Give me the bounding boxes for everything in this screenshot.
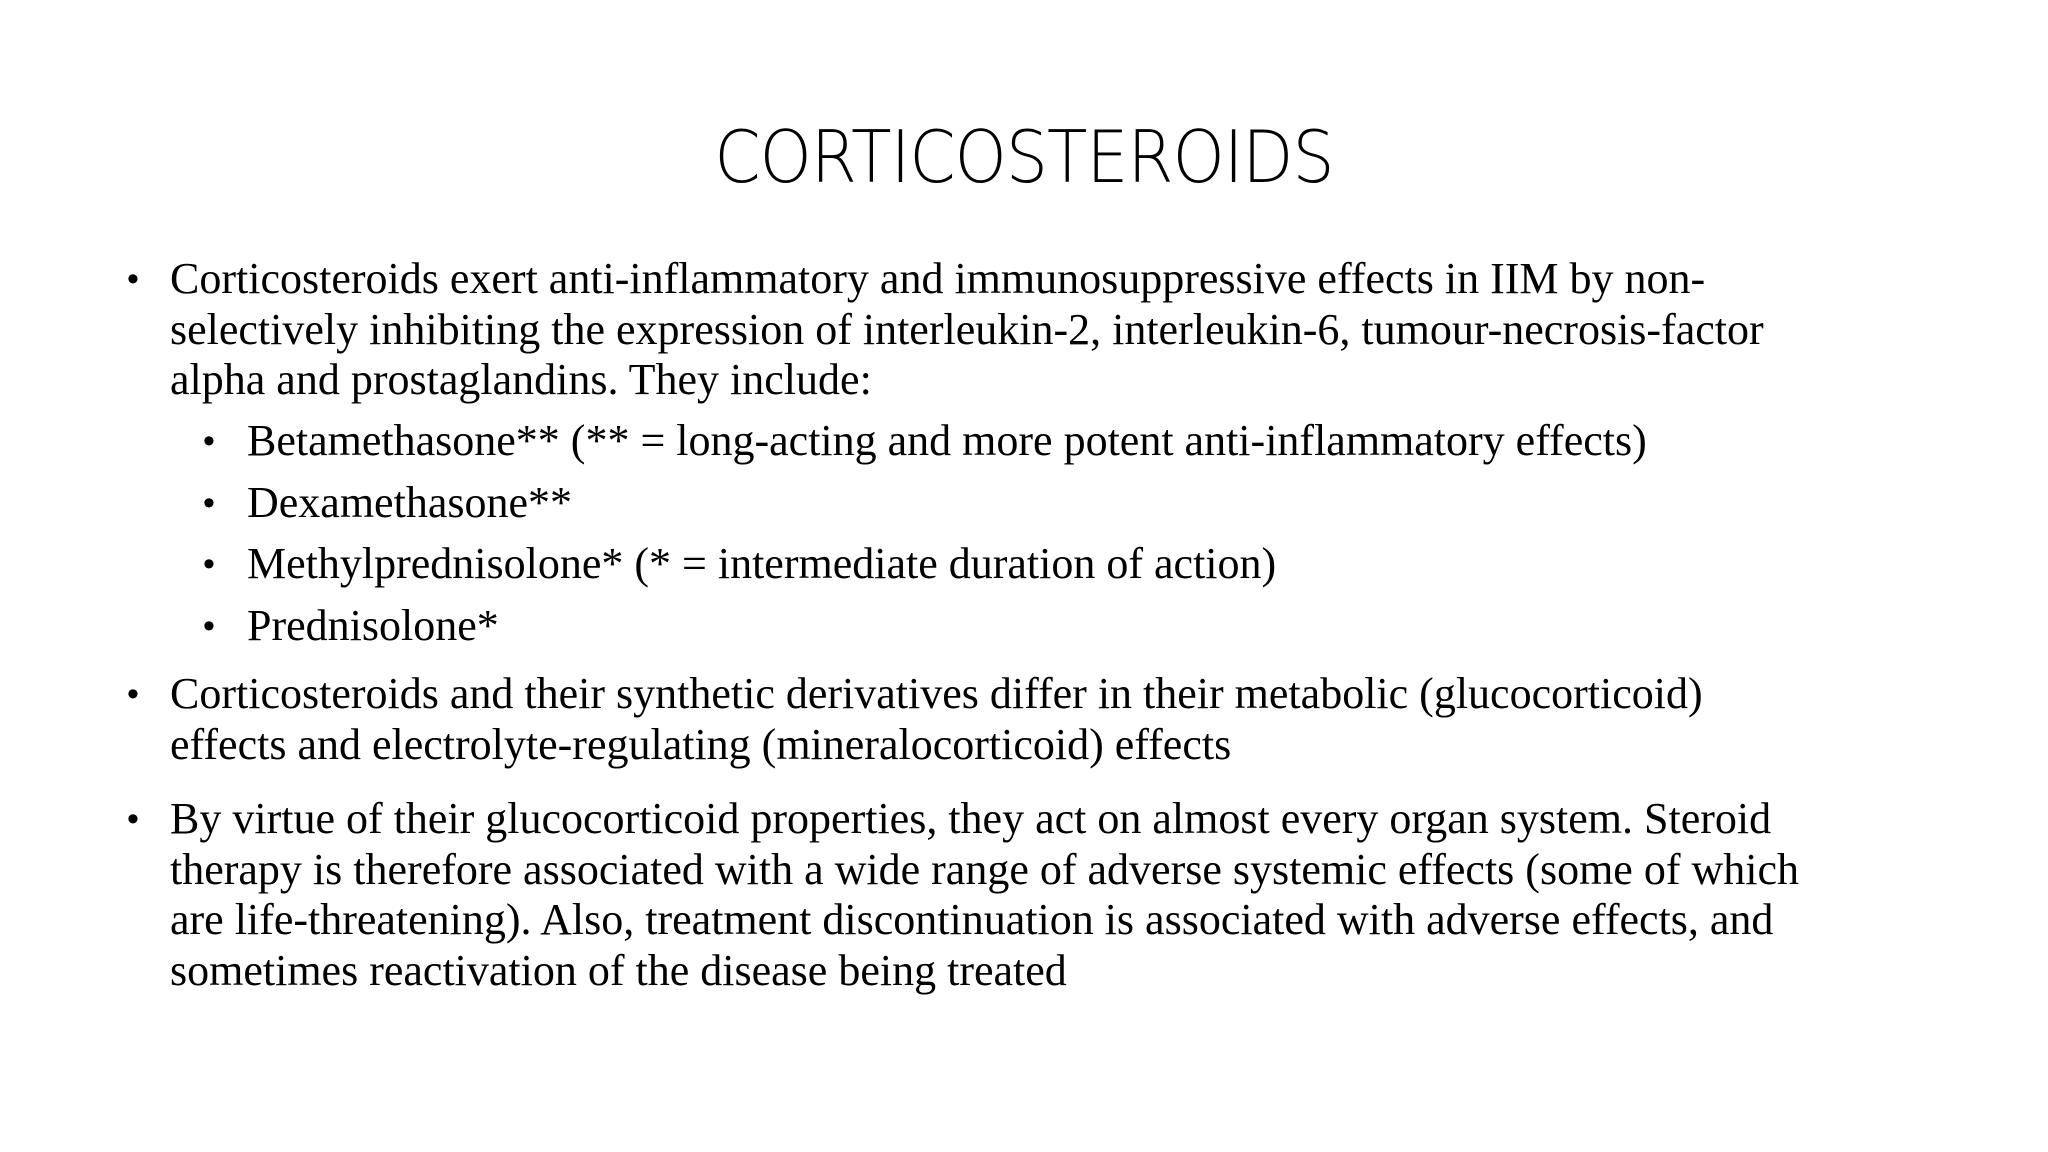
bullet-text-line: Corticosteroids and their synthetic derivatives differ in their metabolic (glucocorticoid) [170,669,1703,718]
bullet-text-line: alpha and prostaglandins. They include: [170,355,872,404]
bullet-text-line: effects and electrolyte-regulating (mineralocorticoid) effects [170,719,1232,769]
sub-bullet-item [203,539,1277,590]
sub-bullet-text: Methylprednisolone* (* = intermediate duration of action) [247,539,1277,588]
sub-bullet-text: Prednisolone* [247,601,499,650]
bullet-icon: • [203,422,215,460]
bullet-text-line: therapy is therefore associated with a wide range of adverse systemic effects (some of which [170,844,1800,894]
bullet-text-line: sometimes reactivation of the disease being treated [170,945,1067,995]
sub-bullet-text: Betamethasone** (** = long-acting and more potent anti-inflammatory effects) [247,416,1647,465]
bullet-icon: • [203,484,215,522]
bullet-icon: • [127,260,139,298]
bullet-icon: • [203,545,215,583]
sub-bullet-text: Dexamethasone** [247,478,572,527]
bullet-text-line: Corticosteroids exert anti-inflammatory and immunosuppressive effects in IIM by non- [170,254,1706,303]
bullet-item [127,669,1703,770]
sub-bullet-item [203,478,572,529]
sub-bullet-item [203,416,1647,467]
bullet-icon: • [203,607,215,645]
bullet-text-line: selectively inhibiting the expression of interleukin-2, interleukin-6, tumour-necrosis-factor [170,304,1764,354]
sub-bullet-item [203,601,499,652]
bullet-item [127,794,1800,996]
bullet-text-line: By virtue of their glucocorticoid properties, they act on almost every organ system. Steroid [170,794,1772,843]
bullet-icon: • [127,800,139,838]
bullet-item [127,254,1764,406]
bullet-icon: • [127,675,139,713]
slide-title: CORTICOSTEROIDS [714,115,1334,199]
bullet-text-line: are life-threatening). Also, treatment discontinuation is associated with adverse effects, and [170,895,1774,944]
